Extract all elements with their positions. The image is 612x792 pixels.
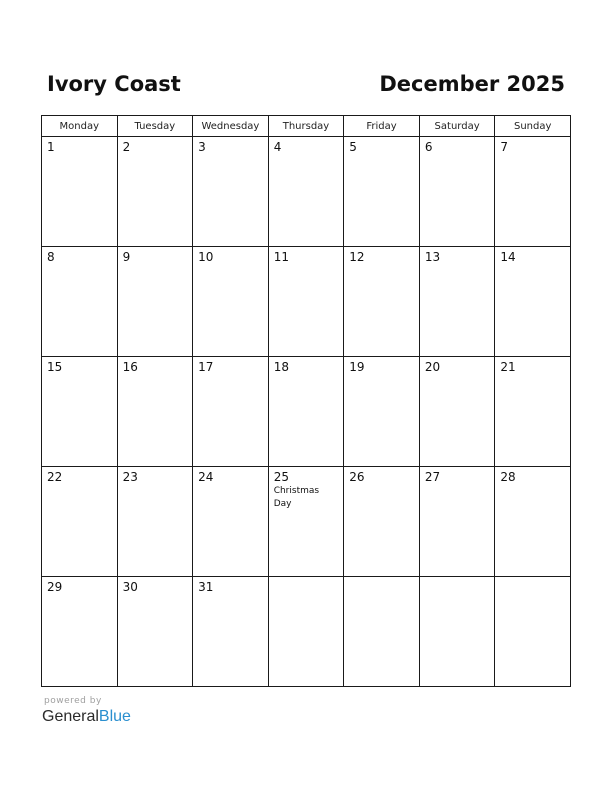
day-cell bbox=[268, 247, 344, 357]
day-number bbox=[495, 577, 570, 580]
day-cell bbox=[344, 137, 420, 247]
day-cell-empty bbox=[268, 577, 344, 687]
day-number: 21 bbox=[500, 360, 516, 374]
weekday-header: Sunday bbox=[495, 116, 571, 137]
day-cell bbox=[495, 137, 571, 247]
brand-logo-part2: Blue bbox=[98, 708, 131, 725]
day-number: 16 bbox=[122, 360, 138, 374]
day-cell bbox=[344, 247, 420, 357]
day-number: 17 bbox=[198, 360, 214, 374]
day-cell bbox=[268, 137, 344, 247]
day-cell-empty bbox=[344, 577, 420, 687]
day-number: 8 bbox=[47, 250, 55, 264]
day-number bbox=[269, 577, 344, 580]
week-row bbox=[42, 467, 571, 577]
day-cell bbox=[42, 577, 118, 687]
weekday-header: Monday bbox=[42, 116, 118, 137]
day-number: 13 bbox=[424, 250, 441, 264]
day-number: 5 bbox=[349, 140, 357, 154]
day-cell bbox=[268, 357, 344, 467]
day-cell bbox=[495, 467, 571, 577]
week-row bbox=[42, 577, 571, 687]
day-cell bbox=[117, 137, 193, 247]
day-number: 30 bbox=[122, 580, 138, 594]
day-number: 26 bbox=[349, 470, 365, 484]
day-cell bbox=[193, 357, 269, 467]
day-cell-empty bbox=[495, 577, 571, 687]
day-cell bbox=[344, 467, 420, 577]
day-number: 24 bbox=[198, 470, 214, 484]
day-cell bbox=[193, 577, 269, 687]
day-number: 9 bbox=[122, 250, 131, 264]
week-row bbox=[42, 357, 571, 467]
weekday-header: Tuesday bbox=[117, 116, 193, 137]
day-cell bbox=[42, 137, 118, 247]
day-number: 29 bbox=[47, 580, 63, 594]
day-number: 19 bbox=[349, 360, 365, 374]
powered-by-text: powered by bbox=[44, 696, 102, 706]
day-number bbox=[344, 577, 419, 580]
day-number: 14 bbox=[500, 250, 516, 264]
day-cell bbox=[193, 467, 269, 577]
day-cell-empty bbox=[419, 577, 495, 687]
brand-logo[interactable] bbox=[42, 708, 131, 726]
day-number: 12 bbox=[349, 250, 365, 264]
day-number: 27 bbox=[424, 470, 441, 484]
day-cell-holiday bbox=[268, 467, 344, 577]
country-title: Ivory Coast bbox=[47, 72, 181, 96]
month-year-title: December 2025 bbox=[379, 72, 565, 96]
day-cell bbox=[344, 357, 420, 467]
weekday-header: Thursday bbox=[268, 116, 344, 137]
day-number: 11 bbox=[273, 250, 289, 264]
day-cell bbox=[419, 357, 495, 467]
day-number: 1 bbox=[47, 140, 55, 154]
day-cell bbox=[42, 357, 118, 467]
day-cell bbox=[117, 247, 193, 357]
day-cell bbox=[42, 247, 118, 357]
day-number: 22 bbox=[47, 470, 63, 484]
day-number: 3 bbox=[198, 140, 206, 154]
day-number: 6 bbox=[424, 140, 433, 154]
day-number: 20 bbox=[424, 360, 441, 374]
day-number: 18 bbox=[273, 360, 289, 374]
weekday-header: Saturday bbox=[419, 116, 495, 137]
day-number: 25 bbox=[273, 470, 289, 484]
day-number: 31 bbox=[198, 580, 214, 594]
day-number: 15 bbox=[47, 360, 63, 374]
calendar-grid bbox=[41, 115, 571, 687]
day-number: 7 bbox=[500, 140, 509, 154]
holiday-label: Christmas Day bbox=[273, 486, 320, 509]
week-row bbox=[42, 137, 571, 247]
day-cell bbox=[42, 467, 118, 577]
day-cell bbox=[193, 137, 269, 247]
day-cell bbox=[117, 467, 193, 577]
weekday-header: Wednesday bbox=[193, 116, 269, 137]
day-cell bbox=[419, 247, 495, 357]
day-cell bbox=[419, 137, 495, 247]
day-cell bbox=[193, 247, 269, 357]
weekday-header: Friday bbox=[344, 116, 420, 137]
week-row bbox=[42, 247, 571, 357]
day-cell bbox=[495, 247, 571, 357]
day-number bbox=[420, 577, 495, 580]
day-number: 10 bbox=[198, 250, 214, 264]
day-number: 23 bbox=[122, 470, 138, 484]
day-number: 2 bbox=[122, 140, 131, 154]
day-number: 4 bbox=[273, 140, 282, 154]
day-cell bbox=[117, 357, 193, 467]
day-number: 28 bbox=[500, 470, 516, 484]
day-cell bbox=[419, 467, 495, 577]
weekday-header-row bbox=[42, 116, 571, 137]
day-cell bbox=[117, 577, 193, 687]
brand-logo-part1: General bbox=[42, 708, 99, 725]
day-cell bbox=[495, 357, 571, 467]
